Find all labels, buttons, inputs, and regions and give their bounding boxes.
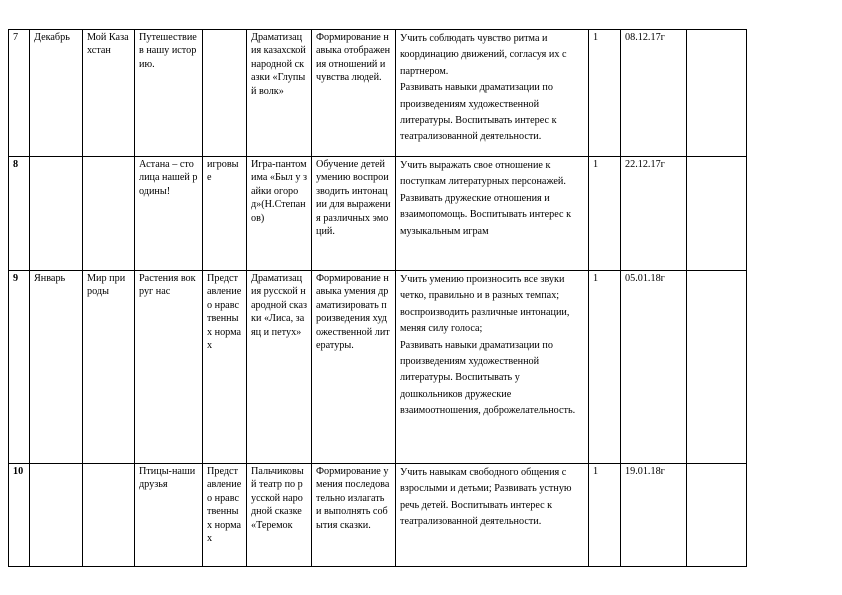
topic-cell: Птицы-наши друзья bbox=[135, 464, 203, 567]
count-cell: 1 bbox=[589, 30, 621, 157]
form-cell: игровые bbox=[203, 157, 247, 271]
topic-cell: Астана – столица нашей родины! bbox=[135, 157, 203, 271]
extra-cell bbox=[687, 464, 747, 567]
row-number: 9 bbox=[9, 271, 30, 464]
theme-cell: Мир природы bbox=[83, 271, 135, 464]
date-cell: 22.12.17г bbox=[621, 157, 687, 271]
count-cell: 1 bbox=[589, 464, 621, 567]
count-cell: 1 bbox=[589, 157, 621, 271]
lesson-plan-table bbox=[8, 29, 747, 567]
goal-cell: Формирование умения последовательно излагать и выполнять события сказки. bbox=[312, 464, 396, 567]
date-cell: 05.01.18г bbox=[621, 271, 687, 464]
tasks-text: Учить умению произносить все звуки четко, правильно и в разных темпах; воспроизводить различные интонации, меняя силу голоса; Развивать навыки драматизации по произведениям художественной литературы. Воспитывать у дошкольников дружеские взаимоотношения, доброжелательность. bbox=[400, 274, 576, 417]
row-number: 7 bbox=[9, 30, 30, 157]
theme-cell bbox=[83, 157, 135, 271]
month-cell bbox=[30, 464, 83, 567]
table-row bbox=[9, 157, 747, 271]
table-body bbox=[9, 30, 747, 567]
date-cell: 08.12.17г bbox=[621, 30, 687, 157]
activity-cell: Драматизация казахской народной сказки «Глупый волк» bbox=[247, 30, 312, 157]
topic-cell: Путешествие в нашу историю. bbox=[135, 30, 203, 157]
topic-cell: Растения вокруг нас bbox=[135, 271, 203, 464]
form-cell bbox=[203, 30, 247, 157]
table-row bbox=[9, 464, 747, 567]
theme-cell bbox=[83, 464, 135, 567]
extra-cell bbox=[687, 157, 747, 271]
tasks-text: Учить соблюдать чувство ритма и координацию движений, согласуя их с партнером. Развивать навыки драматизации по произведениям художественной литературы. Воспитывать интерес к театрализованной деятельности. bbox=[400, 33, 567, 143]
goal-cell: Формирование навыка умения драматизировать произведения художественной литературы. bbox=[312, 271, 396, 464]
table-row bbox=[9, 271, 747, 464]
activity-cell: Игра-пантомима «Был у зайки огород»(Н.Степанов) bbox=[247, 157, 312, 271]
tasks-cell bbox=[396, 464, 589, 567]
row-number: 10 bbox=[9, 464, 30, 567]
goal-cell: Формирование навыка отображения отношений и чувства людей. bbox=[312, 30, 396, 157]
table-row bbox=[9, 30, 747, 157]
row-number: 8 bbox=[9, 157, 30, 271]
tasks-cell bbox=[396, 271, 589, 464]
count-cell: 1 bbox=[589, 271, 621, 464]
form-cell: Представление о нравственных нормах bbox=[203, 464, 247, 567]
month-cell bbox=[30, 157, 83, 271]
tasks-text: Учить навыкам свободного общения с взрослыми и детьми; Развивать устную речь детей. Воспитывать интерес к театрализованной деятельности. bbox=[400, 467, 572, 528]
tasks-text: Учить выражать свое отношение к поступкам литературных персонажей. Развивать дружеские отношения и взаимопомощь. Воспитывать интерес к музыкальным играм bbox=[400, 160, 572, 237]
extra-cell bbox=[687, 271, 747, 464]
form-cell: Представление о нравственных нормах bbox=[203, 271, 247, 464]
activity-cell: Пальчиковый театр по русской народной сказке «Теремок bbox=[247, 464, 312, 567]
tasks-cell bbox=[396, 30, 589, 157]
date-cell: 19.01.18г bbox=[621, 464, 687, 567]
month-cell: Декабрь bbox=[30, 30, 83, 157]
goal-cell: Обучение детей умению воспроизводить интонации для выражения различных эмоций. bbox=[312, 157, 396, 271]
theme-cell: Мой Казахстан bbox=[83, 30, 135, 157]
activity-cell: Драматизация русской народной сказки «Лиса, заяц и петух» bbox=[247, 271, 312, 464]
extra-cell bbox=[687, 30, 747, 157]
tasks-cell bbox=[396, 157, 589, 271]
month-cell: Январь bbox=[30, 271, 83, 464]
